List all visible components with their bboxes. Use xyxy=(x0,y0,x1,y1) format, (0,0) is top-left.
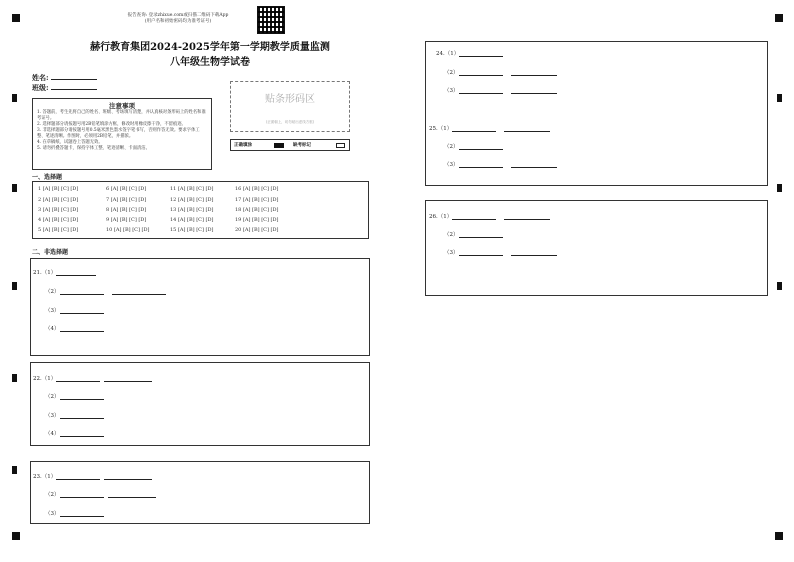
q21-part4 xyxy=(45,324,104,332)
q21-part2 xyxy=(45,287,166,295)
answer-blank[interactable] xyxy=(60,325,104,332)
q22-part4-label: （4） xyxy=(45,431,60,437)
answer-blank[interactable] xyxy=(452,213,496,220)
q24-part2 xyxy=(444,68,557,76)
side-mark xyxy=(777,282,782,290)
side-mark xyxy=(12,94,17,102)
exam-title xyxy=(60,38,360,68)
answer-blank[interactable] xyxy=(459,143,503,150)
notice-item: 2. 选择题部分请按题号用2B铅笔填涂方框，修改时用橡皮擦干净，不留痕迹。 xyxy=(37,122,186,127)
exam-title-line2: 八年级生物学试卷 xyxy=(170,57,250,68)
q21-part3-label: （3） xyxy=(45,308,60,314)
mc-item[interactable]: 9 [A] [B] [C] [D] xyxy=(106,217,147,223)
q23-box xyxy=(30,461,370,524)
barcode-hint: (正面朝上，切勿贴出虚线方框) xyxy=(265,120,315,124)
q22-part2 xyxy=(45,392,104,400)
q23-part3 xyxy=(45,509,104,517)
notice-title: 注意事项 xyxy=(109,102,135,110)
mc-item[interactable]: 1 [A] [B] [C] [D] xyxy=(38,186,79,192)
side-mark xyxy=(12,184,17,192)
answer-blank[interactable] xyxy=(60,412,104,419)
student-name-field[interactable] xyxy=(51,72,97,80)
mc-item[interactable]: 19 [A] [B] [C] [D] xyxy=(235,217,279,223)
report-query-line1: 报告查询: 登录zhixue.com或扫描二维码下载App xyxy=(127,13,229,18)
student-name-label: 姓名: xyxy=(32,73,49,82)
q24-q25-box xyxy=(425,41,768,186)
answer-blank[interactable] xyxy=(511,69,557,76)
q25-part3-label: （3） xyxy=(444,162,459,168)
mc-item[interactable]: 7 [A] [B] [C] [D] xyxy=(106,197,147,203)
q22-part3 xyxy=(45,411,104,419)
notice-item: 3. 非选择题部分请按题号用0.5毫米黑色墨水签字笔书写，否则作答无效。要求字体工整、笔迹清晰。作图时，必须用2B铅笔，并描浓。 xyxy=(37,128,200,139)
q21-part1 xyxy=(33,268,96,276)
mc-item[interactable]: 17 [A] [B] [C] [D] xyxy=(235,197,279,203)
mc-section-title: 一、选择题 xyxy=(32,174,63,181)
mc-item[interactable]: 10 [A] [B] [C] [D] xyxy=(106,227,150,233)
q24-part1 xyxy=(436,49,503,57)
q21-part2-label: （2） xyxy=(45,289,60,295)
q21-box xyxy=(30,258,370,356)
q24-part2-label: （2） xyxy=(444,70,459,76)
q23-part1-label: 23.（1） xyxy=(33,474,57,480)
q25-part1 xyxy=(429,124,550,132)
answer-blank[interactable] xyxy=(459,87,503,94)
answer-blank[interactable] xyxy=(56,473,100,480)
fill-legend xyxy=(230,139,350,151)
q24-part3-label: （3） xyxy=(444,88,459,94)
answer-blank[interactable] xyxy=(504,213,550,220)
mc-item[interactable]: 11 [A] [B] [C] [D] xyxy=(170,186,214,192)
answer-blank[interactable] xyxy=(104,473,152,480)
free-section-title: 二、非选择题 xyxy=(32,249,69,256)
q26-part2-label: （2） xyxy=(444,232,459,238)
q23-part2-label: （2） xyxy=(45,492,60,498)
answer-blank[interactable] xyxy=(511,161,557,168)
answer-blank[interactable] xyxy=(459,249,503,256)
mc-item[interactable]: 15 [A] [B] [C] [D] xyxy=(170,227,214,233)
answer-blank[interactable] xyxy=(452,125,496,132)
student-class-field[interactable] xyxy=(51,82,97,90)
mc-answer-box xyxy=(32,181,369,239)
q23-part2 xyxy=(45,490,156,498)
q25-part2 xyxy=(444,142,503,150)
answer-blank[interactable] xyxy=(459,161,503,168)
mc-item[interactable]: 12 [A] [B] [C] [D] xyxy=(170,197,214,203)
mc-item[interactable]: 13 [A] [B] [C] [D] xyxy=(170,207,214,213)
q26-part2 xyxy=(444,230,503,238)
exam-title-line1: 赫行教育集团2024-2025学年第一学期教学质量监测 xyxy=(90,42,330,53)
q22-part1 xyxy=(33,374,152,382)
corner-mark-bottom-left xyxy=(12,532,20,540)
notice-box xyxy=(32,98,212,170)
answer-blank[interactable] xyxy=(56,375,100,382)
answer-blank[interactable] xyxy=(60,393,104,400)
corner-mark-bottom-right xyxy=(775,532,783,540)
answer-blank[interactable] xyxy=(60,288,104,295)
answer-blank[interactable] xyxy=(511,87,557,94)
correct-fill-sample xyxy=(274,143,284,148)
mc-item[interactable]: 2 [A] [B] [C] [D] xyxy=(38,197,79,203)
answer-blank[interactable] xyxy=(459,69,503,76)
q21-part4-label: （4） xyxy=(45,326,60,332)
q26-part1 xyxy=(429,212,550,220)
answer-blank[interactable] xyxy=(108,491,156,498)
absent-mark-checkbox[interactable] xyxy=(336,143,345,148)
mc-item[interactable]: 8 [A] [B] [C] [D] xyxy=(106,207,147,213)
answer-blank[interactable] xyxy=(60,430,104,437)
report-query-line2: (用户名和初始密码均为准考证号) xyxy=(144,19,212,24)
corner-mark-top-left xyxy=(12,14,20,22)
mc-item[interactable]: 16 [A] [B] [C] [D] xyxy=(235,186,279,192)
q26-part1-label: 26.（1） xyxy=(429,214,453,220)
barcode-label: 贴条形码区 xyxy=(265,94,315,105)
report-query-note xyxy=(108,12,248,24)
notice-item: 4. 在草稿纸、试题卷上答题无效。 xyxy=(37,140,103,145)
notice-item: 1. 答题前，考生先将自己的姓名、班级、考场填写清楚，并认真核对条形码上的姓名和准考证号。 xyxy=(37,110,206,121)
answer-blank[interactable] xyxy=(459,50,503,57)
student-class-row xyxy=(32,82,97,93)
qr-code-icon xyxy=(257,6,285,34)
q22-box xyxy=(30,362,370,446)
q25-part1-label: 25.（1） xyxy=(429,126,453,132)
notice-item: 5. 请勿折叠答题卡，保持字体工整、笔迹清晰、卡面清洁。 xyxy=(37,146,150,151)
answer-blank[interactable] xyxy=(112,288,166,295)
q21-part3 xyxy=(45,306,104,314)
q22-part2-label: （2） xyxy=(45,394,60,400)
q22-part4 xyxy=(45,429,104,437)
q26-part3-label: （3） xyxy=(444,250,459,256)
side-mark xyxy=(777,94,782,102)
correct-fill-label: 正确填涂 xyxy=(234,143,252,148)
side-mark xyxy=(12,374,17,382)
mc-item[interactable]: 18 [A] [B] [C] [D] xyxy=(235,207,279,213)
answer-blank[interactable] xyxy=(60,491,104,498)
mc-item[interactable]: 14 [A] [B] [C] [D] xyxy=(170,217,214,223)
q23-part1 xyxy=(33,472,152,480)
q23-part3-label: （3） xyxy=(45,511,60,517)
q25-part2-label: （2） xyxy=(444,144,459,150)
barcode-area xyxy=(230,81,350,132)
q21-part1-label: 21.（1） xyxy=(33,270,57,276)
q24-part1-label: 24.（1） xyxy=(436,51,460,57)
answer-blank[interactable] xyxy=(60,510,104,517)
q22-part1-label: 22.（1） xyxy=(33,376,57,382)
answer-blank[interactable] xyxy=(104,375,152,382)
mc-item[interactable]: 6 [A] [B] [C] [D] xyxy=(106,186,147,192)
mc-item[interactable]: 5 [A] [B] [C] [D] xyxy=(38,227,79,233)
student-class-label: 班级: xyxy=(32,83,49,92)
answer-blank[interactable] xyxy=(459,231,503,238)
mc-item[interactable]: 3 [A] [B] [C] [D] xyxy=(38,207,79,213)
side-mark xyxy=(777,184,782,192)
answer-blank[interactable] xyxy=(511,249,557,256)
corner-mark-top-right xyxy=(775,14,783,22)
side-mark xyxy=(12,282,17,290)
side-mark xyxy=(12,466,17,474)
q24-part3 xyxy=(444,86,557,94)
q22-part3-label: （3） xyxy=(45,413,60,419)
answer-blank[interactable] xyxy=(504,125,550,132)
absent-mark-label: 缺考标记 xyxy=(293,143,311,148)
q25-part3 xyxy=(444,160,557,168)
q26-part3 xyxy=(444,248,557,256)
mc-item[interactable]: 4 [A] [B] [C] [D] xyxy=(38,217,79,223)
answer-blank[interactable] xyxy=(56,269,96,276)
answer-blank[interactable] xyxy=(60,307,104,314)
q26-box xyxy=(425,200,768,296)
mc-item[interactable]: 20 [A] [B] [C] [D] xyxy=(235,227,279,233)
